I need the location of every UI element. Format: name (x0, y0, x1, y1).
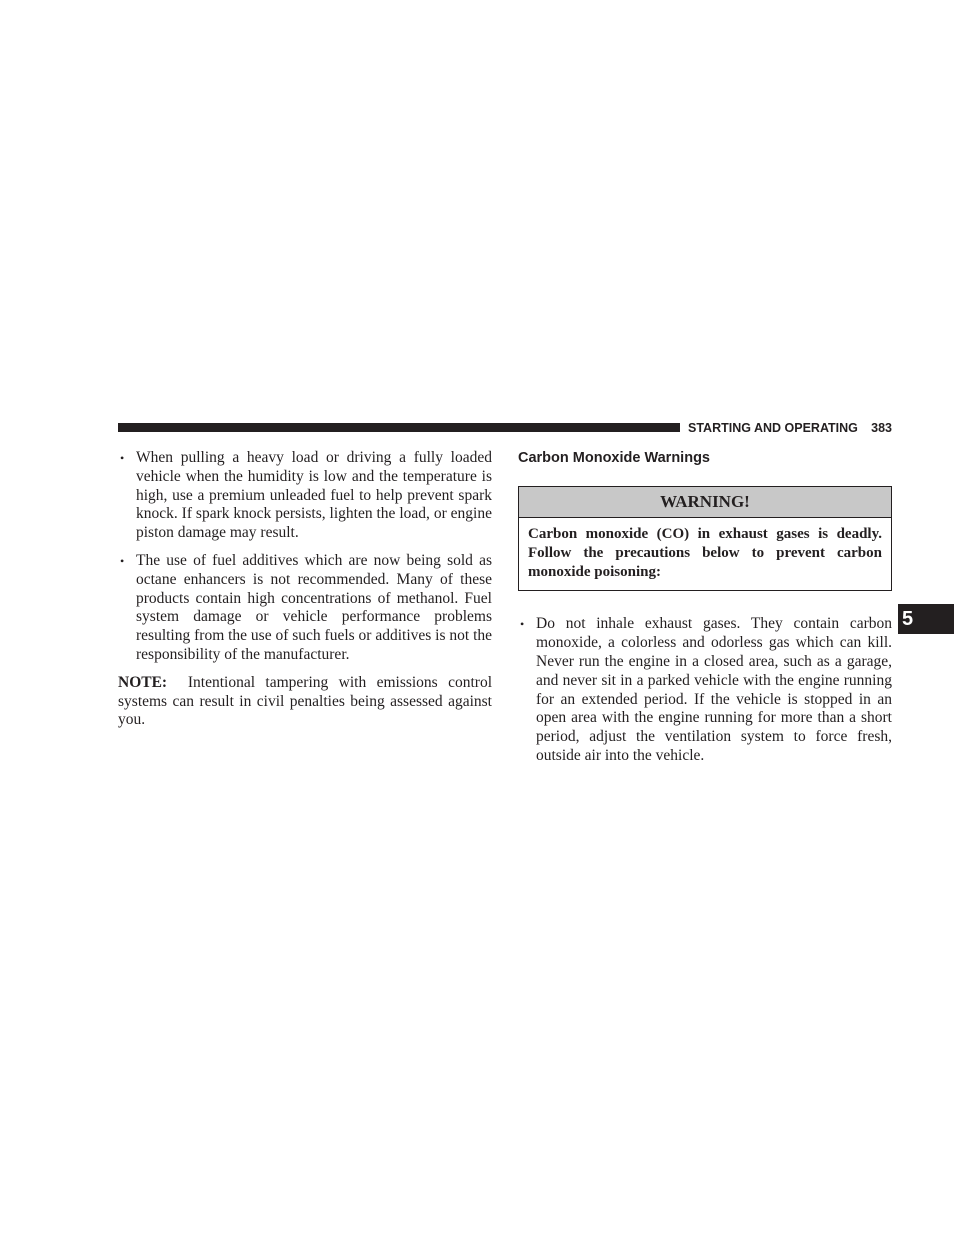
section-heading: Carbon Monoxide Warnings (518, 450, 710, 466)
note-text: Intentional tampering with emissions control systems can result in civil penalties being assessed against you. (118, 673, 493, 729)
right-column (518, 449, 892, 775)
warning-title: WARNING! (519, 487, 891, 518)
header-rule (118, 423, 680, 432)
page-number: 383 (871, 421, 892, 435)
list-item (518, 615, 892, 765)
section-title: STARTING AND OPERATING (688, 421, 858, 435)
bullet-text: The use of fuel additives which are now being sold as octane enhancers is not recommended. Many of these products contain high concentrations of methanol. Fuel system damage or vehicle performance problems resulting from the use of such fuels or additives is not the responsibility of the manufacturer. (136, 551, 493, 663)
bullet-icon: • (520, 617, 525, 632)
list-item (118, 552, 492, 665)
chapter-tab: 5 (898, 604, 954, 634)
warning-box (518, 486, 892, 591)
note-label: NOTE: (118, 673, 168, 691)
bullet-text: When pulling a heavy load or driving a fully loaded vehicle when the humidity is low and the temperature is high, use a premium unleaded fuel to help prevent spark knock. If spark knock persists, lighten the load, or engine piston damage may result. (136, 449, 492, 542)
warning-body: Carbon monoxide (CO) in exhaust gases is deadly. Follow the precautions below to prevent carbon monoxide poisoning: (528, 526, 882, 580)
running-header (688, 420, 892, 436)
left-column (118, 449, 492, 730)
bullet-icon: • (120, 451, 125, 465)
list-item (118, 449, 492, 543)
bullet-icon: • (120, 553, 125, 568)
note-paragraph (118, 674, 492, 730)
bullet-text: Do not inhale exhaust gases. They contain carbon monoxide, a colorless and odorless gas which can kill. Never run the engine in a closed area, such as a garage, and never sit in a parked vehicle with the engine running for an extended period. If the vehicle is stopped in an open area with the engine running for more than a short period, adjust the ventilation system to force fresh, outside air into the vehicle. (536, 615, 892, 764)
